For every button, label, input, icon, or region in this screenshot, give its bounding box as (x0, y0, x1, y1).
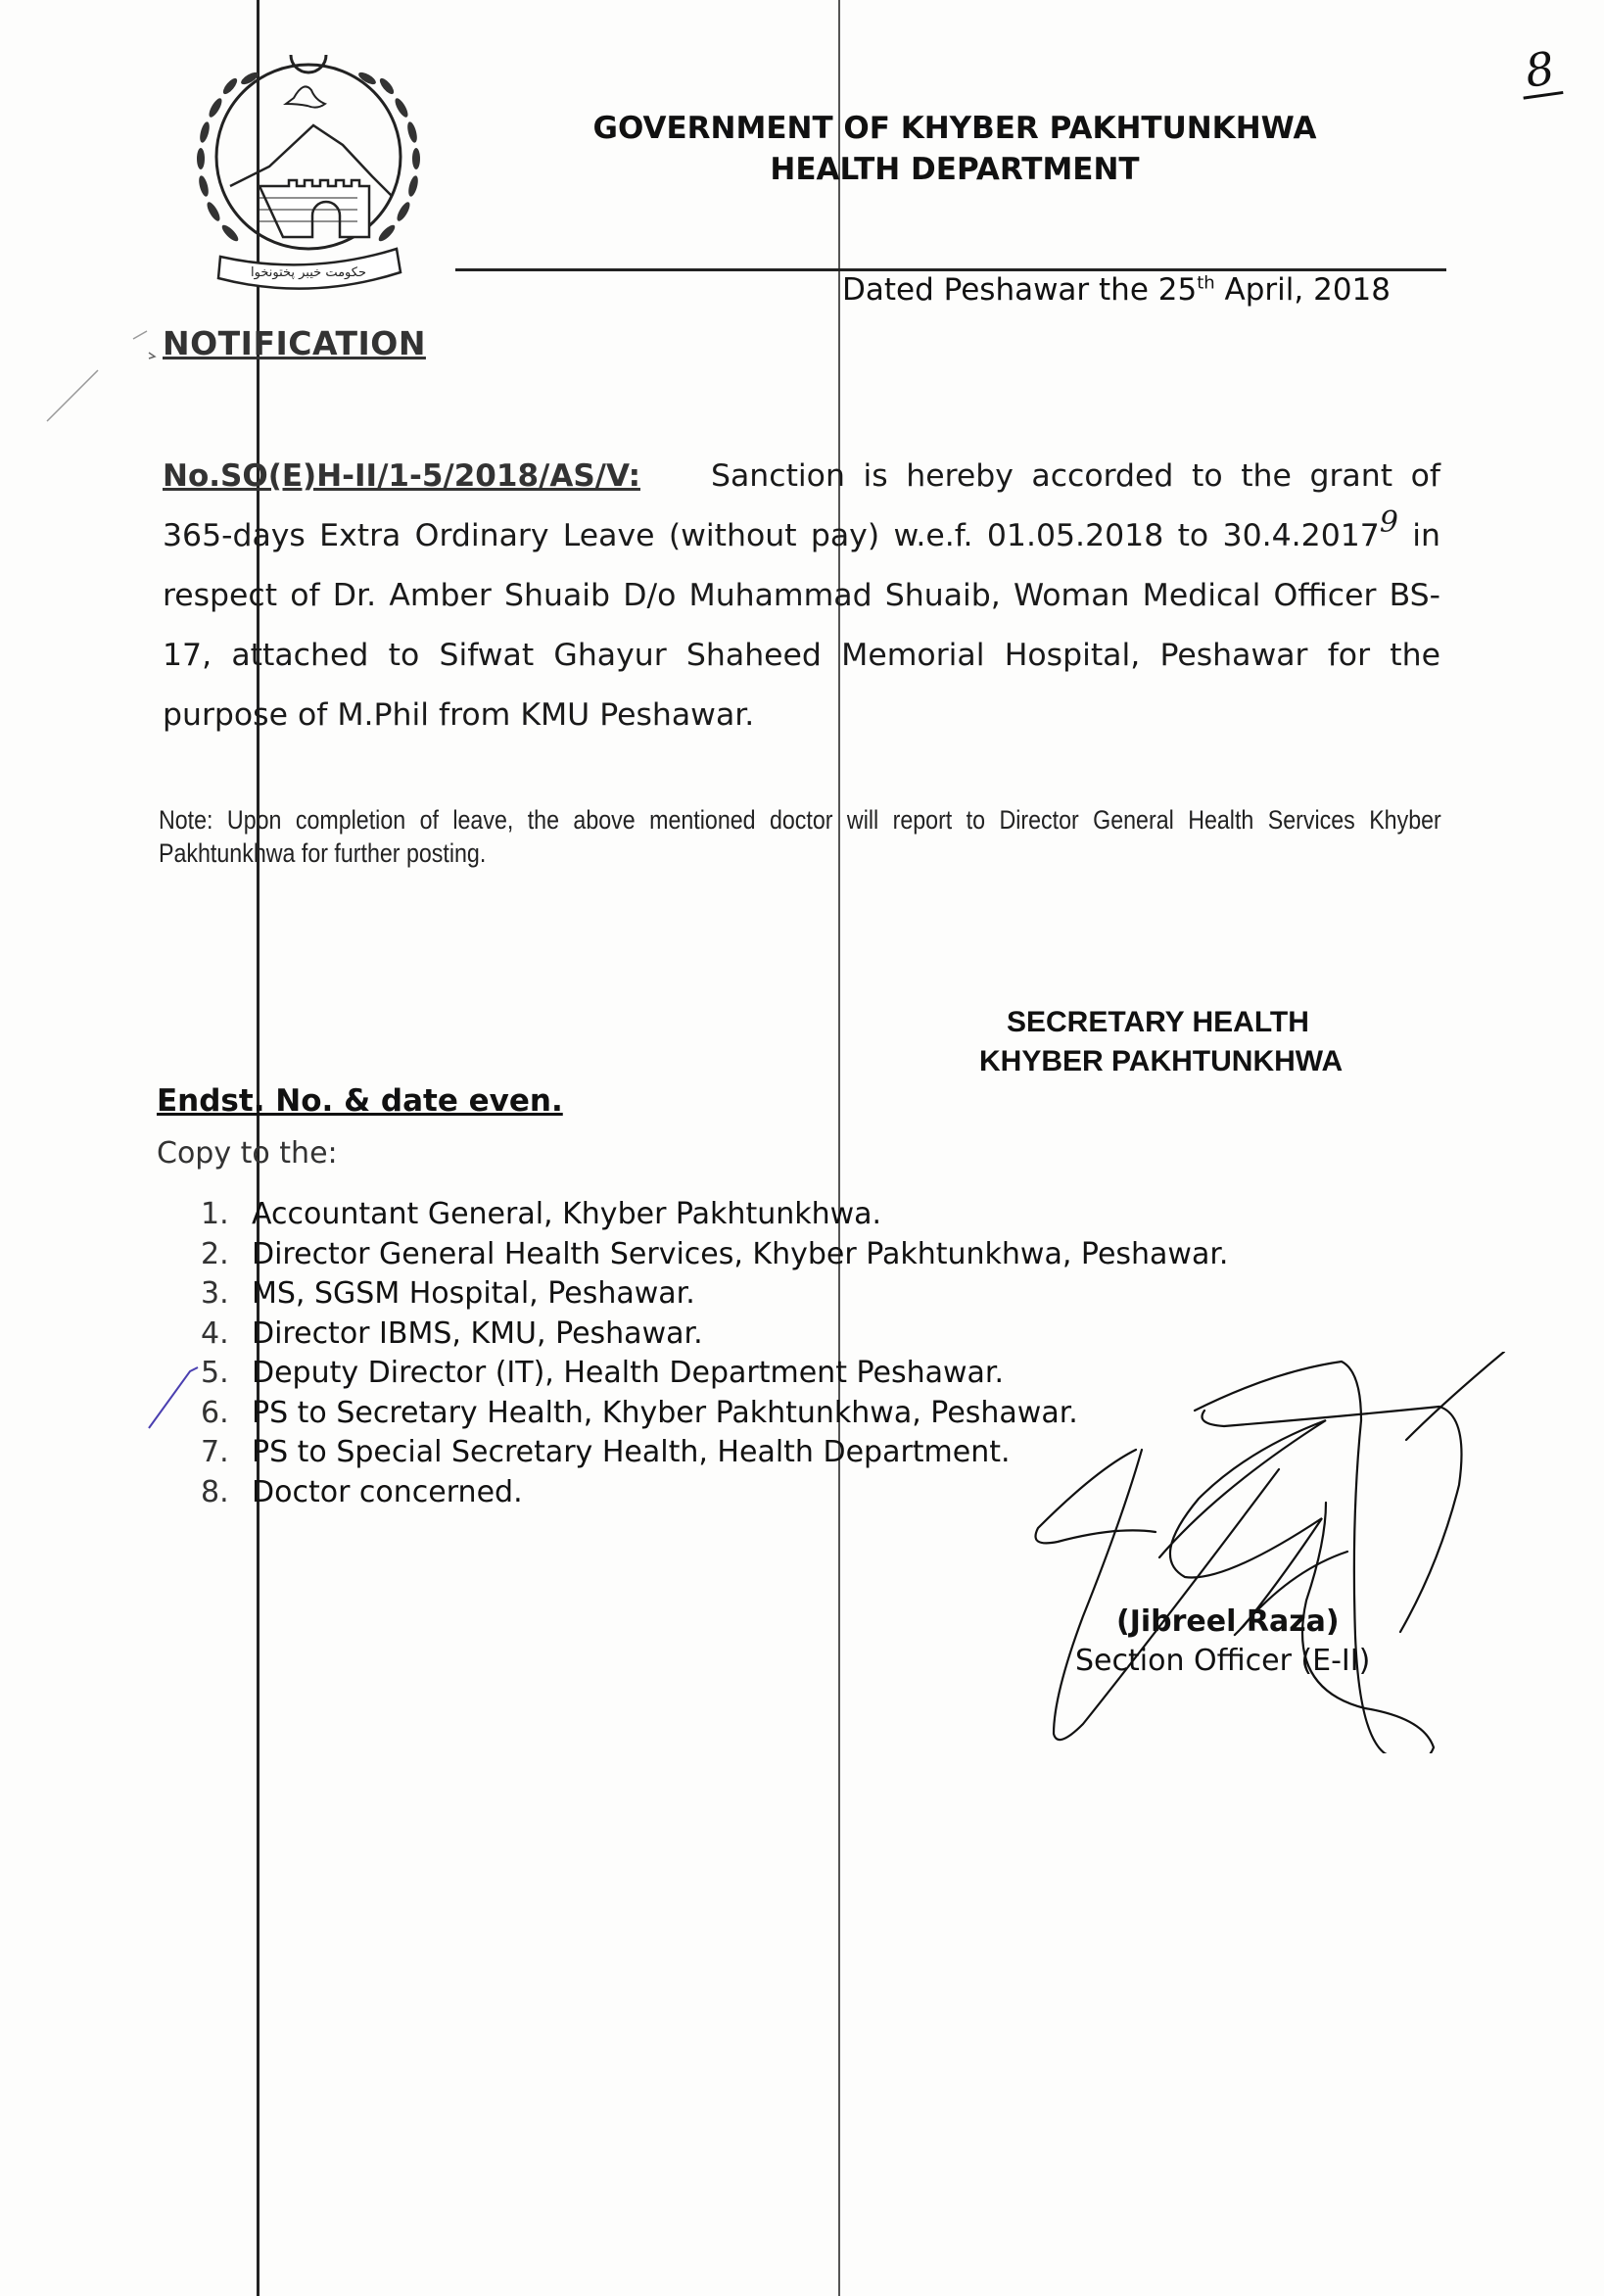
handwritten-tick-mark (147, 1363, 206, 1432)
recipient-item (201, 1235, 1228, 1275)
recipient-number: 3. (201, 1276, 229, 1311)
signatory-block (979, 1003, 1439, 1081)
recipient-number: 2. (201, 1236, 229, 1271)
dated-ordinal-suffix: th (1197, 272, 1215, 294)
recipient-text: Doctor concerned. (252, 1474, 523, 1509)
notification-title: NOTIFICATION (163, 324, 426, 362)
copy-to-label: Copy to the: (157, 1136, 338, 1171)
notification-body (163, 447, 1440, 745)
recipient-text: Director General Health Services, Khyber Pakhtunkhwa, Peshawar. (252, 1236, 1229, 1271)
signatory-title: SECRETARY HEALTH (1007, 1006, 1309, 1038)
recipient-number: 1. (201, 1197, 229, 1231)
body-text-part1: Sanction is hereby accorded to the grant of 365-days Extra Ordinary Leave (without pay) w.e.f. 01.05.2018 to 30.4.2017 (163, 458, 1440, 553)
recipient-item (201, 1315, 1228, 1355)
handwritten-correction: 9 (1379, 505, 1398, 540)
handwritten-page-number: 8 (1517, 42, 1564, 99)
scan-fold-line-center (838, 0, 840, 2296)
recipient-text: PS to Secretary Health, Khyber Pakhtunkhwa, Peshawar. (252, 1395, 1078, 1430)
seal-ribbon-text: حکومت خیبر پختونخوا (251, 265, 366, 280)
recipient-number: 8. (201, 1474, 229, 1509)
header-government-title: GOVERNMENT OF KHYBER PAKHTUNKHWA (592, 111, 1317, 146)
recipient-text: Deputy Director (IT), Health Department Peshawar. (252, 1356, 1005, 1390)
notification-note: Note: Upon completion of leave, the above mentioned doctor will report to Director General Health Services Khyber Pakhtunkhwa for further posting. (159, 805, 1441, 868)
header-department-title: HEALTH DEPARTMENT (770, 152, 1140, 187)
header-divider (455, 268, 1446, 271)
recipient-item (201, 1195, 1228, 1235)
dated-line (842, 272, 1391, 308)
recipient-text: PS to Special Secretary Health, Health Department. (252, 1435, 1011, 1469)
officer-designation: Section Officer (E-II) (1075, 1644, 1371, 1678)
recipient-number: 7. (201, 1435, 229, 1469)
recipient-item (201, 1274, 1228, 1315)
recipient-text: Director IBMS, KMU, Peshawar. (252, 1315, 703, 1351)
body-text-part2: in respect of Dr. Amber Shuaib D/o Muhammad Shuaib, Woman Medical Officer BS-17, attached to Sifwat Ghayur Shaheed Memorial Hospital, Peshawar for the purpose of M.Phil from KMU Peshawar. (163, 518, 1441, 733)
stray-pen-mark (39, 323, 157, 431)
recipient-number: 4. (201, 1315, 229, 1351)
endorsement-title: Endst. No. & date even. (157, 1083, 563, 1119)
handwritten-signature (999, 1352, 1518, 1753)
recipient-number: 5. (201, 1356, 229, 1390)
dated-rest: April, 2018 (1214, 272, 1391, 308)
recipient-text: MS, SGSM Hospital, Peshawar. (252, 1276, 695, 1311)
recipient-number: 6. (201, 1395, 229, 1430)
notification-reference-number: No.SO(E)H-II/1-5/2018/AS/V: (163, 458, 640, 494)
dated-prefix: Dated Peshawar the 25 (842, 272, 1198, 308)
signatory-province: KHYBER PAKHTUNKHWA (979, 1045, 1344, 1077)
government-seal-emblem (171, 29, 446, 294)
officer-name: (Jibreel Raza) (1116, 1604, 1340, 1639)
recipient-text: Accountant General, Khyber Pakhtunkhwa. (252, 1197, 882, 1231)
